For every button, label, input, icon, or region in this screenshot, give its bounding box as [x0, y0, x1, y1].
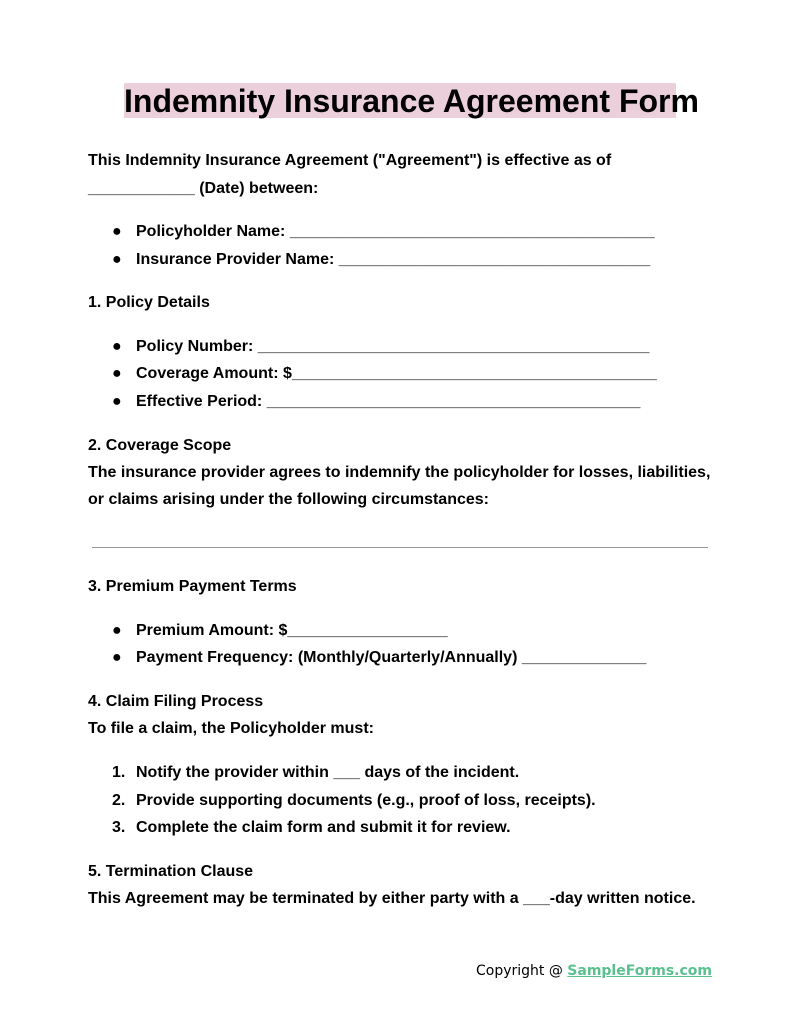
step-number: 2.: [112, 792, 126, 809]
effective-period-field: Effective Period: __________________________________________: [136, 393, 641, 410]
section-heading: 2. Coverage Scope: [88, 437, 232, 454]
coverage-amount-field: Coverage Amount: $_________________________________________: [136, 365, 657, 382]
bullet-icon: ●: [112, 393, 122, 410]
page-title: Indemnity Insurance Agreement Form: [124, 83, 699, 119]
provider-name-field: Insurance Provider Name: ___________________________________: [136, 251, 651, 268]
copyright-text: Copyright @: [475, 963, 568, 979]
section-heading: 1. Policy Details: [88, 294, 210, 311]
intro-line: ____________ (Date) between:: [88, 180, 319, 197]
bullet-icon: ●: [112, 251, 122, 268]
copyright-footer: [476, 963, 712, 979]
step-text: Complete the claim form and submit it for review.: [136, 819, 511, 836]
sampleforms-link[interactable]: SampleForms.com: [567, 963, 712, 979]
premium-amount-field: Premium Amount: $__________________: [136, 622, 448, 639]
policyholder-name-field: Policyholder Name: _________________________________________: [136, 223, 655, 240]
intro-line: This Indemnity Insurance Agreement ("Agreement") is effective as of: [88, 152, 612, 169]
paragraph-line: or claims arising under the following circumstances:: [88, 491, 489, 508]
policy-number-field: Policy Number: ____________________________________________: [136, 338, 650, 355]
section-heading: 3. Premium Payment Terms: [88, 578, 297, 595]
paragraph-line: The insurance provider agrees to indemnify the policyholder for losses, liabilities,: [88, 464, 711, 481]
bullet-icon: ●: [112, 365, 122, 382]
payment-frequency-field: Payment Frequency: (Monthly/Quarterly/Annually) ______________: [136, 649, 647, 666]
paragraph-line: This Agreement may be terminated by either party with a ___-day written notice.: [88, 890, 696, 907]
step-text: Notify the provider within ___ days of the incident.: [136, 764, 520, 781]
bullet-icon: ●: [112, 223, 122, 240]
step-number: 1.: [112, 764, 126, 781]
section-heading: 5. Termination Clause: [88, 863, 254, 880]
bullet-icon: ●: [112, 649, 122, 666]
step-number: 3.: [112, 819, 126, 836]
bullet-icon: ●: [112, 338, 122, 355]
step-text: Provide supporting documents (e.g., proof of loss, receipts).: [136, 792, 596, 809]
blank-line-divider: [92, 547, 708, 548]
bullet-icon: ●: [112, 622, 122, 639]
section-heading: 4. Claim Filing Process: [88, 693, 264, 710]
paragraph-line: To file a claim, the Policyholder must:: [88, 720, 374, 737]
